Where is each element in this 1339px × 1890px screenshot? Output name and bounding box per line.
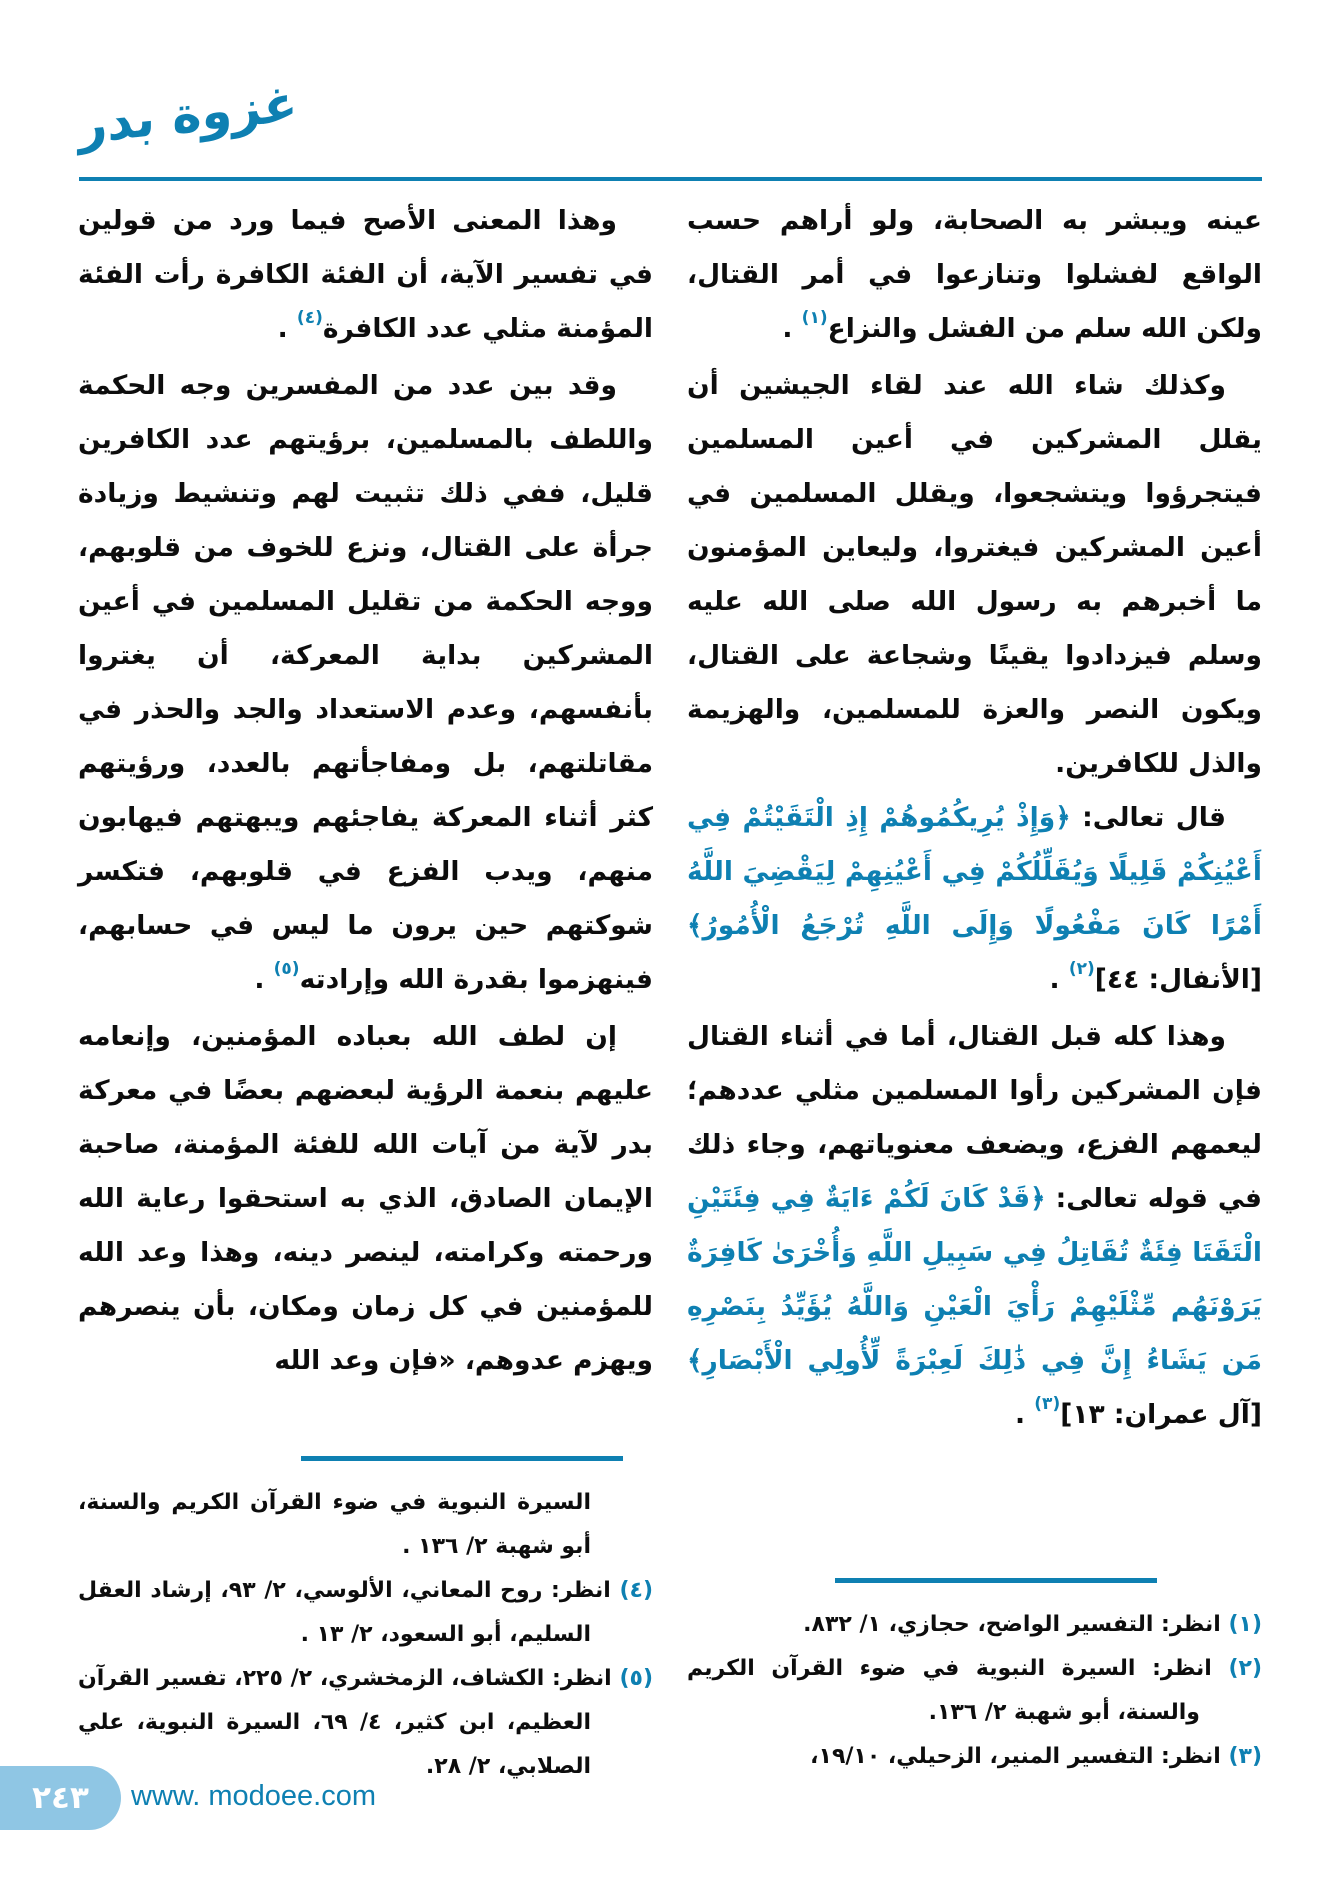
website-url: www. modoee.com: [131, 1780, 376, 1812]
footnote-text: انظر: التفسير الواضح، حجازي، ١/ ٨٣٢.: [803, 1612, 1221, 1637]
chapter-title-calligraphy: غزوة بدر: [78, 73, 298, 156]
footnote-separator: [835, 1578, 1157, 1583]
body-text-run: وهذا المعنى الأصح فيما ورد من قولين في تفسير الآية، أن الفئة الكافرة رأت الفئة المؤمنة مثلي عدد الكافرة: [78, 205, 653, 344]
footnote-number: (١): [1228, 1612, 1262, 1637]
footnote-ref-5: (٥): [273, 959, 300, 979]
body-text-run: .: [782, 313, 802, 344]
footnote-separator: [301, 1456, 623, 1461]
footnote-item: [78, 1569, 653, 1657]
body-text-run: .: [277, 313, 297, 344]
footnotes-right: [687, 1578, 1262, 1779]
footnote-number: (٥): [619, 1666, 653, 1691]
footnote-text: انظر: التفسير المنير، الزحيلي، ١٩/١٠،: [810, 1744, 1221, 1769]
body-text-run: وقد بين عدد من المفسرين وجه الحكمة واللطف بالمسلمين، برؤيتهم عدد الكافرين قليل، ففي ذلك تثبيت لهم وتنشيط وزيادة جرأة على القتال، ونزع للخوف من قلوبهم، ووجه الحكمة من تقليل المسلمين في أعين المشركين بداية المعركة، أن يغتروا بأنفسهم، وعدم الاستعداد والجد والحذر في مقاتلتهم، بل ومفاجأتهم بالعدد، ورؤيتهم كثر أثناء المعركة يفاجئهم ويبهتهم فيهابون منهم، ويدب الفزع في قلوبهم، فتكسر شوكتهم حين يرون ما ليس في حسابهم، فينهزموا بقدرة الله وإرادته: [78, 370, 653, 995]
verse-citation: [الأنفال: ٤٤]: [1094, 964, 1262, 995]
paragraph: [78, 359, 653, 1010]
verse-citation: [آل عمران: ١٣]: [1060, 1399, 1262, 1430]
footnote-item: [687, 1603, 1262, 1647]
body-text-run: وكذلك شاء الله عند لقاء الجيشين أن يقلل المشركين في أعين المسلمين فيتجرؤوا ويتشجعوا، ويقلل المسلمين في أعين المشركين فيغتروا، وليعاين المؤمنون ما أخبرهم به رسول الله صلى الله عليه وسلم فيزدادوا يقينًا وشجاعة على القتال، ويكون النصر والعزة للمسلمين، والهزيمة والذل للكافرين.: [687, 370, 1262, 779]
header-rule: [79, 177, 1262, 181]
text-columns: [78, 194, 1262, 1834]
footnote-text: انظر: الكشاف، الزمخشري، ٢/ ٢٢٥، تفسير القرآن العظيم، ابن كثير، ٤/ ٦٩، السيرة النبوية، علي الصلابي، ٢/ ٢٨.: [78, 1666, 612, 1779]
quran-verse-anfal-44: ﴿وَإِذْ يُرِيكُمُوهُمْ إِذِ الْتَقَيْتُمْ فِي أَعْيُنِكُمْ قَلِيلًا وَيُقَلِّلُكُمْ فِي أَعْيُنِهِمْ لِيَقْضِيَ اللَّهُ أَمْرًا كَانَ مَفْعُولًا وَإِلَى اللَّهِ تُرْجَعُ الْأُمُورُ﴾: [687, 802, 1262, 941]
column-left-body: [78, 194, 653, 1388]
body-text-run: .: [1049, 964, 1069, 995]
column-right: [687, 194, 1262, 1834]
footnote-text: السيرة النبوية في ضوء القرآن الكريم والسنة، أبو شهبة ٢/ ١٣٦ .: [78, 1490, 591, 1559]
footnote-text: انظر: السيرة النبوية في ضوء القرآن الكريم والسنة، أبو شهبة ٢/ ١٣٦.: [687, 1656, 1212, 1725]
footnote-continuation: [78, 1481, 653, 1569]
body-text-run: قال تعالى:: [1070, 802, 1226, 833]
footnote-number: (٢): [1228, 1656, 1262, 1681]
footnote-ref-1: (١): [801, 308, 828, 328]
page-number-badge: [0, 1766, 121, 1830]
paragraph: [78, 1010, 653, 1388]
quran-verse-al-imran-13: ﴿قَدْ كَانَ لَكُمْ ءَايَةٌ فِي فِئَتَيْنِ الْتَقَتَا فِئَةٌ تُقَاتِلُ فِي سَبِيلِ اللَّهِ وَأُخْرَىٰ كَافِرَةٌ يَرَوْنَهُم مِّثْلَيْهِمْ رَأْيَ الْعَيْنِ وَاللَّهُ يُؤَيِّدُ بِنَصْرِهِ مَن يَشَاءُ إِنَّ فِي ذَٰلِكَ لَعِبْرَةً لِّأُولِي الْأَبْصَارِ﴾: [687, 1183, 1262, 1376]
footnote-ref-3: (٣): [1034, 1394, 1061, 1414]
body-text-run: وهذا كله قبل القتال، أما في أثناء القتال فإن المشركين رأوا المسلمين مثلي عددهم؛ ليعمهم الفزع، ويضعف معنوياتهم، وجاء ذلك في قوله تعالى:: [687, 1021, 1262, 1214]
body-text-run: .: [254, 964, 274, 995]
footnote-item: [687, 1647, 1262, 1735]
footnote-number: (٣): [1228, 1744, 1262, 1769]
footnote-item: [687, 1735, 1262, 1779]
footnotes-left: [78, 1456, 653, 1789]
paragraph-continuation: [687, 194, 1262, 359]
body-text-run: عينه ويبشر به الصحابة، ولو أراهم حسب الواقع لفشلوا وتنازعوا في أمر القتال، ولكن الله سلم من الفشل والنزاع: [687, 205, 1262, 344]
body-text-run: .: [1014, 1399, 1035, 1430]
footnote-number: (٤): [619, 1578, 653, 1603]
footnote-item: [78, 1657, 653, 1789]
page-number: ٢٤٣: [32, 1780, 89, 1816]
column-left: [78, 194, 653, 1834]
body-text-run: إن لطف الله بعباده المؤمنين، وإنعامه عليهم بنعمة الرؤية لبعضهم بعضًا في معركة بدر لآية من آيات الله للفئة المؤمنة، صاحبة الإيمان الصادق، الذي به استحقوا رعاية الله ورحمته وكرامته، لينصر دينه، وهذا وعد الله للمؤمنين في كل زمان ومكان، بأن ينصرهم ويهزم عدوهم، «فإن وعد الله: [78, 1021, 653, 1376]
paragraph-with-verse: [687, 1010, 1262, 1445]
paragraph: [687, 359, 1262, 791]
footnote-ref-4: (٤): [296, 308, 323, 328]
column-right-body: [687, 194, 1262, 1445]
paragraph: [78, 194, 653, 359]
paragraph-with-verse: [687, 791, 1262, 1010]
footnote-ref-2: (٢): [1068, 959, 1095, 979]
footnote-text: انظر: روح المعاني، الألوسي، ٢/ ٩٣، إرشاد العقل السليم، أبو السعود، ٢/ ١٣ .: [78, 1578, 611, 1647]
